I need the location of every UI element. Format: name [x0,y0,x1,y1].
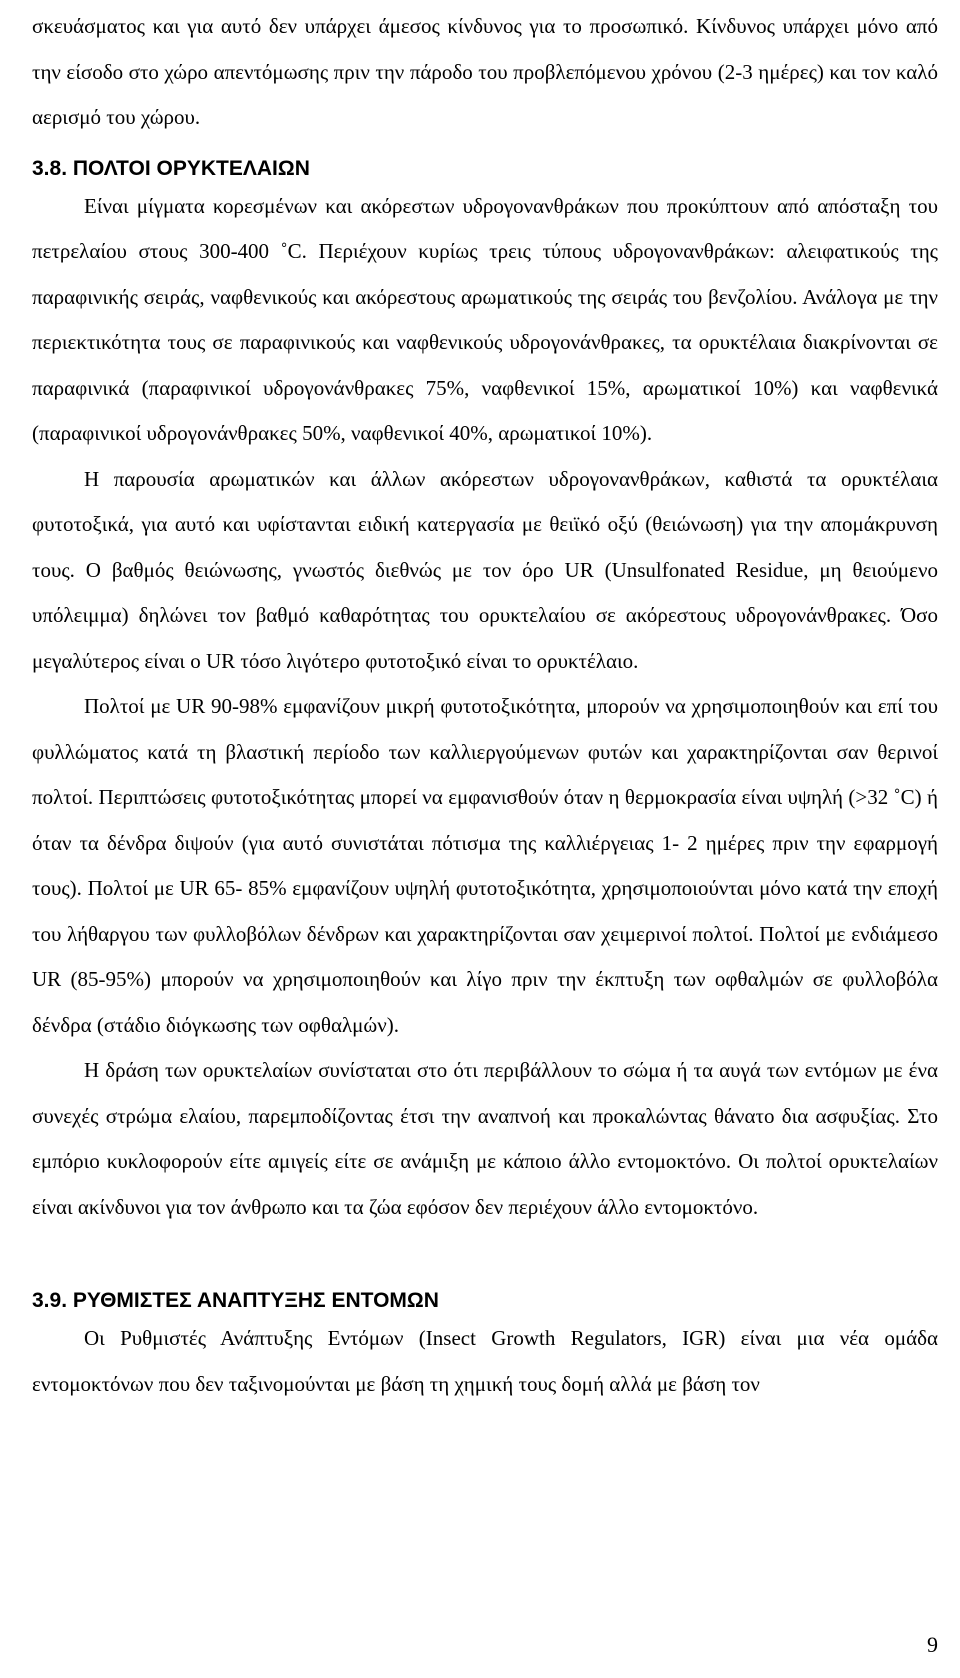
intro-paragraph: σκευάσματος και για αυτό δεν υπάρχει άμεσος κίνδυνος για το προσωπικό. Κίνδυνος υπάρχει μόνο από την είσοδο στο χώρο απεντόμωσης πριν την πάροδο του προβλεπόμενου χρόνου (2-3 ημέρες) και τον καλό αερισμό του χώρου. [32,14,938,129]
section-heading-3-9: 3.9. ΡΥΘΜΙΣΤΕΣ ΑΝΑΠΤΥΞΗΣ ΕΝΤΟΜΩΝ [32,1289,439,1312]
document-page [32,4,938,1407]
paragraph-3-9-1: Οι Ρυθμιστές Ανάπτυξης Εντόμων (Insect Growth Regulators, IGR) είναι μια νέα ομάδα εντομοκτόνων που δεν ταξινομούνται με βάση τη χημική τους δομή αλλά με βάση τον [32,1326,938,1396]
paragraph-3-8-2: Η παρουσία αρωματικών και άλλων ακόρεστων υδρογονανθράκων, καθιστά τα ορυκτέλαια φυτοτοξικά, για αυτό και υφίστανται ειδική κατεργασία με θειϊκό οξύ (θειώνωση) για την απομάκρυνση τους. Ο βαθμός θειώνωσης, γνωστός διεθνώς με τον όρο UR (Unsulfonated Residue, μη θειούμενο υπόλειμμα) δηλώνει τον βαθμό καθαρότητας του ορυκτελαίου σε ακόρεστους υδρογονάνθρακες. Όσο μεγαλύτερος είναι ο UR τόσο λιγότερο φυτοτοξικό είναι το ορυκτέλαιο. [32,466,938,673]
section-spacer [32,1230,938,1286]
paragraph-3-8-4: Η δράση των ορυκτελαίων συνίσταται στο ότι περιβάλλουν το σώμα ή τα αυγά των εντόμων με ένα συνεχές στρώμα ελαίου, παρεμποδίζοντας έτσι την αναπνοή και προκαλώντας θάνατο δια ασφυξίας. Στο εμπόριο κυκλοφορούν είτε αμιγείς είτε σε ανάμιξη με κάποιο άλλο εντομοκτόνο. Οι πολτοί ορυκτελαίων είναι ακίνδυνοι για τον άνθρωπο και τα ζώα εφόσον δεν περιέχουν άλλο εντομοκτόνο. [32,1058,938,1219]
paragraph-3-8-1: Είναι μίγματα κορεσμένων και ακόρεστων υδρογονανθράκων που προκύπτουν από απόσταξη του πετρελαίου στους 300-400 ˚C. Περιέχουν κυρίως τρεις τύπους υδρογονανθράκων: αλειφατικούς της παραφινικής σειράς, ναφθενικούς και ακόρεστους αρωματικούς της σειράς του βενζολίου. Ανάλογα με την περιεκτικότητα τους σε παραφινικούς και ναφθενικούς υδρογονάνθρακες, τα ορυκτέλαια διακρίνονται σε παραφινικά (παραφινικοί υδρογονάνθρακες 75%, ναφθενικοί 15%, αρωματικοί 10%) και ναφθενικά (παραφινικοί υδρογονάνθρακες 50%, ναφθενικοί 40%, αρωματικοί 10%). [32,193,938,445]
paragraph-3-8-3: Πολτοί με UR 90-98% εμφανίζουν μικρή φυτοτοξικότητα, μπορούν να χρησιμοποιηθούν και επί του φυλλώματος κατά τη βλαστική περίοδο των καλλιεργούμενων φυτών και χαρακτηρίζονται σαν θερινοί πολτοί. Περιπτώσεις φυτοτοξικότητας μπορεί να εμφανισθούν όταν η θερμοκρασία είναι υψηλή (>32 ˚C) ή όταν τα δένδρα διψούν (για αυτό συνιστάται πότισμα της καλλιέργειας 1- 2 ημέρες πριν την εφαρμογή τους). Πολτοί με UR 65- 85% εμφανίζουν υψηλή φυτοτοξικότητα, χρησιμοποιούνται μόνο κατά την εποχή του λήθαργου των φυλλοβόλων δένδρων και χαρακτηρίζονται σαν χειμερινοί πολτοί. Πολτοί με ενδιάμεσο UR (85-95%) μπορούν να χρησιμοποιηθούν και λίγο πριν την έκπτυξη των οφθαλμών σε φυλλοβόλα δένδρα (στάδιο διόγκωσης των οφθαλμών). [32,694,938,1037]
section-heading-3-8: 3.8. ΠΟΛΤΟΙ ΟΡΥΚΤΕΛΑΙΩΝ [32,156,310,180]
page-number: 9 [927,1632,938,1657]
